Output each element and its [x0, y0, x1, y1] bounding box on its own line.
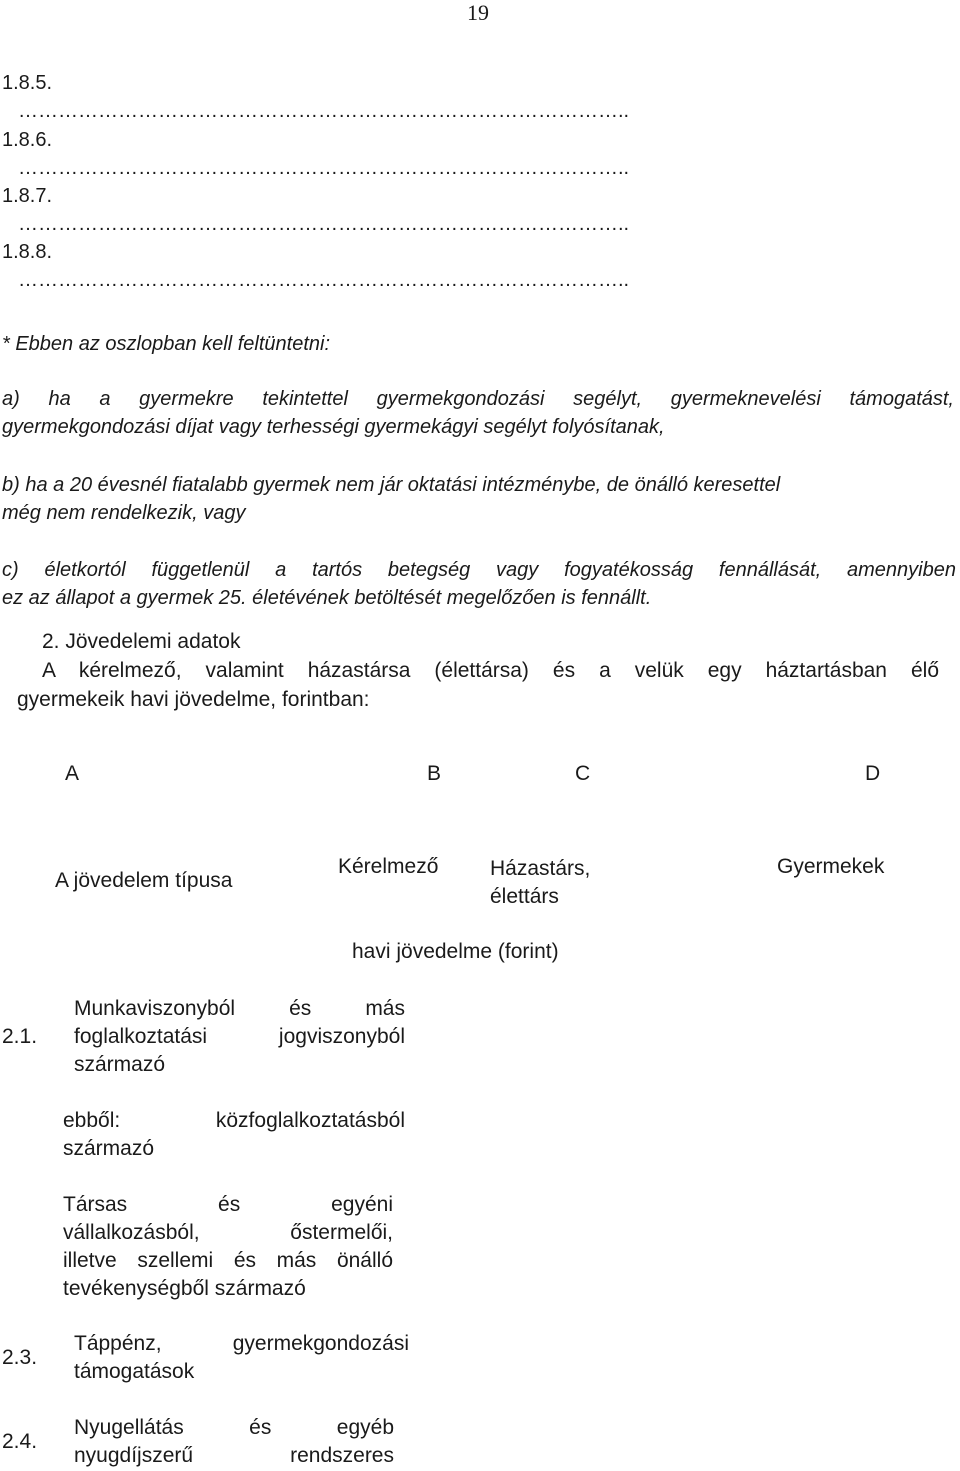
header-spouse-line-1: Házastárs,: [490, 857, 591, 880]
footnote-b-line-1: b) ha a 20 évesnél fiatalabb gyermek nem jár oktatási intézménybe, de önálló keresettel: [2, 474, 781, 496]
section-number: 1.8.6.: [2, 129, 53, 151]
table-row-label: Munkaviszonyból és más foglalkoztatási jogviszonyból származó: [74, 997, 405, 1076]
section-number: 1.8.5.: [2, 72, 53, 94]
table-row-label: ebből: közfoglalkoztatásból származó: [63, 1109, 405, 1160]
footnote-item-a: [2, 388, 954, 411]
section-number: 1.8.7.: [2, 185, 53, 207]
column-letter-b: B: [427, 762, 442, 785]
income-intro: [42, 659, 939, 683]
header-children: Gyermekek: [777, 855, 885, 878]
column-letter-a: A: [65, 762, 80, 785]
header-applicant: Kérelmező: [338, 855, 439, 878]
dotted-line: ………………………………………………………………………………..: [18, 269, 630, 291]
footnote-a-line-2: gyermekgondozási díjat vagy terhességi gyermekágyi segélyt folyósítanak,: [2, 416, 665, 438]
header-spouse: [490, 855, 590, 911]
row-number: 2.1.: [2, 1025, 38, 1048]
dotted-line: ………………………………………………………………………………..: [18, 213, 630, 235]
row-number: 2.4.: [2, 1430, 38, 1453]
income-intro-line-2: gyermekeik havi jövedelme, forintban:: [17, 688, 370, 711]
dotted-line: ………………………………………………………………………………..: [18, 100, 630, 122]
footnote-heading: * Ebben az oszlopban kell feltüntetni:: [2, 333, 330, 355]
column-letter-d: D: [865, 762, 881, 785]
section-title: 2. Jövedelemi adatok: [42, 630, 241, 653]
income-intro-line-1: A kérelmező, valamint házastársa (élettársa) és a velük egy háztartásban élő: [42, 659, 939, 682]
footnote-item-c: [2, 559, 956, 582]
footnote-c-line-2: ez az állapot a gyermek 25. életévének betöltését megelőzően is fennállt.: [2, 587, 652, 609]
footnote-a-line-1: a) ha a gyermekre tekintettel gyermekgondozási segélyt, gyermeknevelési támogatást,: [2, 388, 954, 410]
header-income-type: A jövedelem típusa: [55, 869, 233, 892]
column-letter-c: C: [575, 762, 591, 785]
table-row-label: Táppénz, gyermekgondozási támogatások: [74, 1332, 409, 1383]
dotted-line: ………………………………………………………………………………..: [18, 157, 630, 179]
section-number: 1.8.8.: [2, 241, 53, 263]
header-spouse-line-2: élettárs: [490, 885, 559, 908]
footnote-c-line-1: c) életkortól függetlenül a tartós betegség vagy fogyatékosság fennállását, amennyiben: [2, 559, 956, 581]
table-row-label: Társas és egyéni vállalkozásból, őstermelői, illetve szellemi és más önálló tevékenységből származó: [63, 1193, 393, 1300]
page-number: 19: [467, 0, 489, 25]
footnote-b-line-2: még nem rendelkezik, vagy: [2, 502, 246, 524]
row-number: 2.3.: [2, 1346, 38, 1369]
subheader-monthly-income: havi jövedelme (forint): [352, 940, 559, 963]
table-row-label: Nyugellátás és egyéb nyugdíjszerű rendszeres: [74, 1416, 394, 1467]
